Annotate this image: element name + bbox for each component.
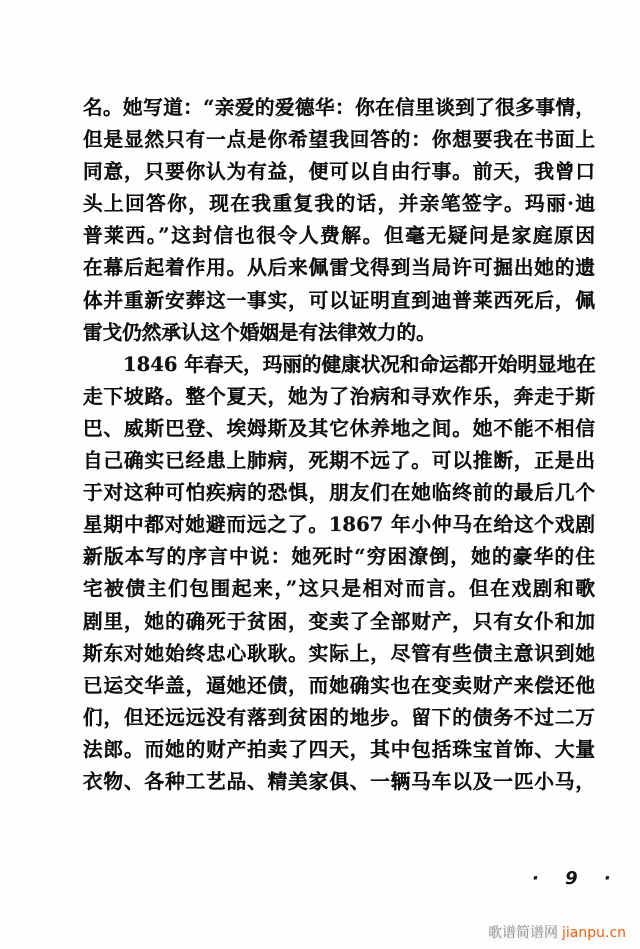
text-line: 宅被债主们包围起来，”这只是相对而言。但在戏剧和歌 xyxy=(83,577,595,601)
text-line: 走下坡路。整个夏天，她为了治病和寻欢作乐，奔走于斯 xyxy=(83,384,595,408)
text-line: 法郎。而她的财产拍卖了四天，其中包括珠宝首饰、大量 xyxy=(83,737,595,761)
watermark-site-name: 歌谱简谱网 xyxy=(488,925,558,941)
paragraph-end-line: 雷戈仍然承认这个婚姻是有法律效力的。 xyxy=(83,320,436,344)
text-line: 头上回答你，现在我重复我的话，并亲笔签字。玛丽·迪 xyxy=(83,192,595,216)
text-line: 名。她写道：“亲爱的爱德华：你在信里谈到了很多事情， xyxy=(83,96,595,119)
text-line: 体并重新安葬这一事实，可以证明直到迪普莱西死后，佩 xyxy=(83,288,595,312)
watermark-url: jianpu.cn xyxy=(562,925,627,941)
text-line: 但是显然只有一点是你希望我回答的：你想要我在书面上 xyxy=(83,128,595,152)
body-text xyxy=(83,92,595,798)
page-number: · 9 · xyxy=(532,868,621,889)
text-line: 新版本写的序言中说：她死时“穷困潦倒，她的豪华的住 xyxy=(83,545,595,569)
text-line: 已运交华盖，逼她还债，而她确实也在变卖财产来偿还他 xyxy=(83,673,595,697)
text-line: 普莱西。”这封信也很令人费解。但毫无疑问是家庭原因 xyxy=(83,224,595,248)
text-line: 在幕后起着作用。从后来佩雷戈得到当局许可掘出她的遗 xyxy=(83,256,595,280)
text-line: 同意，只要你认为有益，便可以自由行事。前天，我曾口 xyxy=(83,160,595,184)
text-line: 巴、威斯巴登、埃姆斯及其它休养地之间。她不能不相信 xyxy=(83,416,595,440)
text-line: 斯东对她始终忠心耿耿。实际上，尽管有些债主意识到她 xyxy=(83,641,595,665)
text-line: 星期中都对她避而远之了。1867 年小仲马在给这个戏剧 xyxy=(83,513,595,537)
text-line: 剧里，她的确死于贫困，变卖了全部财产，只有女仆和加 xyxy=(83,609,595,633)
paragraph-start-line: 1846 年春天，玛丽的健康状况和命运都开始明显地在 xyxy=(123,352,596,376)
text-line: 于对这种可怕疾病的恐惧，朋友们在她临终前的最后几个 xyxy=(83,481,595,505)
text-line: 自己确实已经患上肺病，死期不远了。可以推断，正是出 xyxy=(83,449,595,473)
text-line: 衣物、各种工艺品、精美家俱、一辆马车以及一匹小马， xyxy=(83,769,595,793)
site-watermark xyxy=(488,922,626,942)
text-line: 们，但还远远没有落到贫困的地步。留下的债务不过二万 xyxy=(83,705,595,729)
